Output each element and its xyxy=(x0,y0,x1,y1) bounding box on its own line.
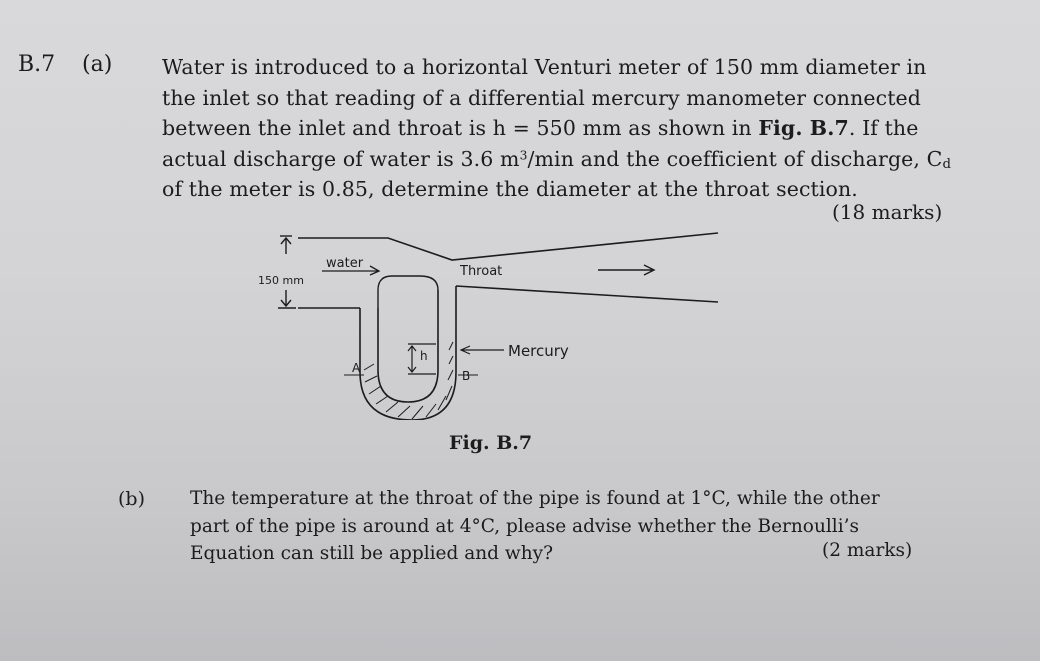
part-a-line-3 xyxy=(162,113,951,144)
part-a-line-1-text: Water is introduced to a horizontal Venturi meter of 150 mm diameter in xyxy=(162,55,927,79)
cubic-superscript: 3 xyxy=(519,147,528,162)
manometer-outer xyxy=(360,286,456,420)
venturi-diagram xyxy=(240,220,730,420)
part-a-label: (a) xyxy=(82,52,113,77)
pipe-bottom-wall-outlet xyxy=(456,286,718,302)
part-b-line-2: part of the pipe is around at 4°C, please advise whether the Bernoulli’s xyxy=(190,515,859,537)
part-a-line-1 xyxy=(162,52,951,83)
cd-subscript: d xyxy=(942,156,952,172)
part-b-marks: (2 marks) xyxy=(822,540,913,561)
inlet-dimension xyxy=(278,236,296,308)
part-a-marks: (18 marks) xyxy=(832,200,943,224)
point-b-label: B xyxy=(462,369,471,383)
mercury-label: Mercury xyxy=(508,342,569,360)
mercury-leader xyxy=(461,346,504,354)
part-a-line-4-text: actual discharge of water is 3.6 m xyxy=(162,146,520,171)
part-b-line-1: The temperature at the throat of the pipe is found at 1°C, while the other xyxy=(190,488,880,509)
part-b-text xyxy=(190,485,880,568)
manometer-top-loop xyxy=(378,276,438,308)
height-label: h xyxy=(420,349,428,363)
water-label: water xyxy=(326,256,364,271)
part-a-line-3-text: between the inlet and throat is h = 550 mm as shown in xyxy=(162,116,759,140)
flow-direction-arrow xyxy=(598,265,654,275)
part-a-line-3-tail: . If the xyxy=(848,116,919,140)
inlet-diameter-label: 150 mm xyxy=(258,274,304,287)
manometer-inner xyxy=(378,290,438,402)
point-a-label: A xyxy=(352,361,361,375)
question-number: B.7 xyxy=(18,52,56,77)
part-a-line-4 xyxy=(162,144,951,175)
figure-reference: Fig. B.7 xyxy=(758,116,849,140)
part-a-text xyxy=(162,52,951,205)
part-a-line-4-mid: /min and the coefficient of discharge, C xyxy=(527,146,943,171)
figure-caption: Fig. B.7 xyxy=(449,432,533,454)
part-b-label: (b) xyxy=(118,488,145,510)
part-a-line-2 xyxy=(162,83,951,114)
part-a-line-5-text: of the meter is 0.85, determine the diameter at the throat section. xyxy=(162,177,858,201)
throat-label: Throat xyxy=(460,264,503,279)
part-a-line-2-text: the inlet so that reading of a differential mercury manometer connected xyxy=(162,85,922,110)
part-b-line-3: Equation can still be applied and why? xyxy=(190,543,553,564)
